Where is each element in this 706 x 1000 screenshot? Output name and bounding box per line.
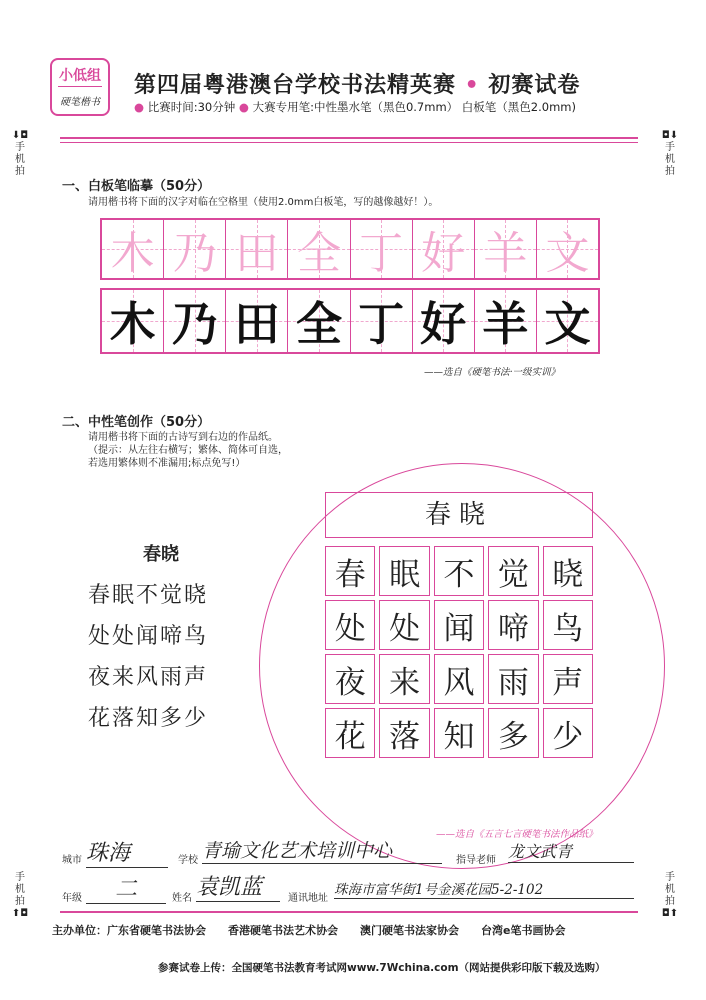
work-title-box[interactable]: 春晓 (325, 492, 593, 538)
title-dot: • (456, 73, 489, 98)
handwritten-char: 全 (295, 297, 342, 351)
copy-cell[interactable] (288, 290, 350, 352)
copy-grid (100, 288, 600, 354)
trace-char: 文 (545, 228, 590, 279)
copy-cell[interactable] (537, 290, 598, 352)
work-cell[interactable]: 闻 (434, 600, 484, 650)
trace-char: 丁 (359, 228, 404, 279)
handwritten-char: 好 (420, 297, 467, 351)
name-field[interactable]: 袁凯蓝 (196, 870, 280, 902)
trace-cell[interactable] (475, 220, 537, 278)
teacher-field[interactable]: 龙文武青 (508, 839, 634, 863)
handwritten-char: 木 (109, 297, 156, 351)
work-cell[interactable]: 声 (543, 654, 593, 704)
grade-field[interactable]: 二 (86, 872, 166, 904)
grade-label: 年级 (62, 893, 82, 904)
city-field[interactable]: 珠海 (86, 836, 168, 868)
handwritten-char: 乃 (171, 297, 218, 351)
work-cell[interactable]: 不 (434, 546, 484, 596)
trace-char: 田 (234, 228, 279, 279)
work-cell[interactable]: 处 (325, 600, 375, 650)
side-text: 手 机 拍 (15, 142, 25, 177)
phone-photo-mark (658, 130, 682, 178)
group-label: 小低组 (59, 68, 101, 84)
camera-icon: ⬇◘ (11, 130, 29, 141)
work-cell[interactable]: 鸟 (543, 600, 593, 650)
work-cell[interactable]: 觉 (488, 546, 538, 596)
trace-cell[interactable] (288, 220, 350, 278)
section1-instruction: 请用楷书将下面的汉字对临在空格里（使用2.0mm白板笔，写的越像越好！）。 (88, 197, 439, 208)
footer-rule (60, 911, 638, 913)
upload-note: 参赛试卷上传：全国硬笔书法教育考试网www.7Wchina.com（网站提供彩印版下载及选购） (158, 962, 606, 974)
work-cell[interactable]: 知 (434, 708, 484, 758)
work-cell[interactable]: 少 (543, 708, 593, 758)
school-label: 学校 (178, 855, 198, 866)
trace-cell[interactable] (413, 220, 475, 278)
work-cell[interactable]: 雨 (488, 654, 538, 704)
handwritten-char: 文 (544, 297, 591, 351)
poem-line: 春眠不觉晓 (88, 583, 209, 608)
section2-heading: 二、中性笔创作（50分） (62, 415, 211, 430)
work-cell[interactable]: 风 (434, 654, 484, 704)
school-field[interactable]: 青瑜文化艺术培训中心 (202, 836, 442, 864)
work-cell[interactable]: 啼 (488, 600, 538, 650)
address-field[interactable]: 珠海市富华街1号金溪花园5-2-102 (334, 878, 634, 899)
phone-photo-mark (8, 872, 32, 920)
side-text: 手 机 拍 (665, 872, 675, 907)
work-cell[interactable]: 晓 (543, 546, 593, 596)
city-label: 城市 (62, 855, 82, 866)
work-cell[interactable]: 花 (325, 708, 375, 758)
trace-cell[interactable] (351, 220, 413, 278)
section1-heading: 一、白板笔临摹（50分） (62, 179, 211, 194)
header-rule-thin (60, 142, 638, 143)
poem-title: 春晓 (143, 544, 179, 565)
trace-char: 木 (110, 228, 155, 279)
copy-cell[interactable] (226, 290, 288, 352)
pen-label: 大赛专用笔:中性墨水笔（黑色0.7mm） 白板笔（黑色2.0mm) (252, 100, 576, 114)
trace-cell[interactable] (164, 220, 226, 278)
trace-cell[interactable] (102, 220, 164, 278)
handwritten-char: 田 (233, 297, 280, 351)
work-cell[interactable]: 夜 (325, 654, 375, 704)
side-text: 手 机 拍 (665, 142, 675, 177)
camera-icon: ◘⬆ (661, 908, 679, 919)
trace-cell[interactable] (537, 220, 598, 278)
trace-cell[interactable] (226, 220, 288, 278)
copy-cell[interactable] (413, 290, 475, 352)
category-label: 硬笔楷书 (60, 97, 100, 108)
handwritten-char: 羊 (482, 297, 529, 351)
section1-credit: ——选自《硬笔书法·一级实训》 (424, 367, 561, 378)
work-cell[interactable]: 处 (379, 600, 429, 650)
phone-photo-mark (8, 130, 32, 178)
trace-char: 全 (296, 228, 341, 279)
copy-cell[interactable] (164, 290, 226, 352)
bullet-dot: ● (134, 100, 148, 114)
trace-char: 好 (421, 228, 466, 279)
camera-icon: ◘⬇ (661, 130, 679, 141)
work-cell[interactable]: 来 (379, 654, 429, 704)
poem-line: 夜来风雨声 (88, 665, 209, 690)
copy-cell[interactable] (475, 290, 537, 352)
exam-title (134, 68, 580, 99)
name-label: 姓名 (172, 893, 192, 904)
work-cell[interactable]: 春 (325, 546, 375, 596)
phone-photo-mark (658, 872, 682, 920)
section2-credit: ——选自《五言七言硬笔书法作品纸》 (436, 829, 598, 840)
exam-title-main: 第四届粤港澳台学校书法精英赛 (134, 73, 457, 98)
time-label: 比赛时间:30分钟 (147, 100, 236, 114)
copy-cell[interactable] (102, 290, 164, 352)
trace-grid (100, 218, 600, 280)
badge-divider (58, 86, 102, 87)
camera-icon: ⬆◘ (11, 908, 29, 919)
section2-instruction: 请用楷书将下面的古诗写到右边的作品纸。 （提示：从左往右横写；繁体、简体可自选， 若选用繁体则不准漏用;标点免写!） (88, 432, 288, 469)
organizers: 主办单位：广东省硬笔书法协会 香港硬笔书法艺术协会 澳门硬笔书法家协会 台湾e笔书画协会 (52, 924, 566, 937)
bullet-dot: ● (238, 100, 253, 114)
work-cell[interactable]: 眠 (379, 546, 429, 596)
address-label: 通讯地址 (288, 893, 328, 904)
trace-char: 羊 (483, 228, 528, 279)
exam-title-suffix: 初赛试卷 (488, 73, 581, 98)
header-rule (60, 137, 638, 139)
side-text: 手 机 拍 (15, 872, 25, 907)
work-cell[interactable]: 落 (379, 708, 429, 758)
teacher-label: 指导老师 (456, 855, 496, 866)
exam-subtitle (134, 99, 576, 115)
work-grid (325, 546, 593, 758)
trace-char: 乃 (172, 228, 217, 279)
poem-line: 花落知多少 (88, 706, 209, 731)
handwritten-char: 丁 (358, 297, 405, 351)
group-badge (50, 58, 110, 116)
poem-line: 处处闻啼鸟 (88, 624, 209, 649)
copy-cell[interactable] (351, 290, 413, 352)
work-cell[interactable]: 多 (488, 708, 538, 758)
